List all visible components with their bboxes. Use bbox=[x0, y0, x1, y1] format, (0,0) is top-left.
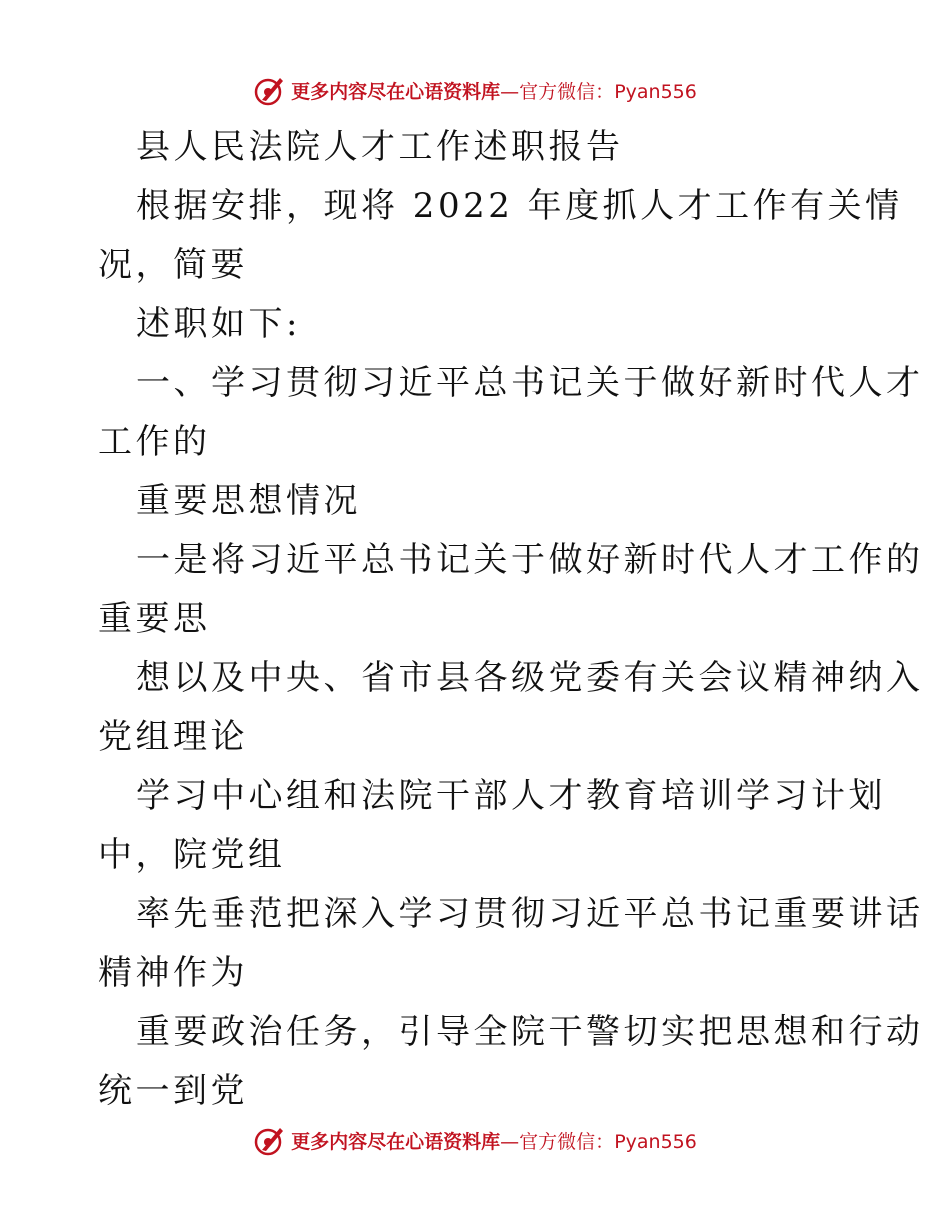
text-line: 重要思 bbox=[98, 599, 211, 639]
section-heading-continued: 工作的 bbox=[98, 422, 211, 462]
watermark-wechat-label: 官方微信： bbox=[519, 1130, 615, 1153]
text-line: 重要政治任务，引导全院干警切实把思想和行动 bbox=[136, 1012, 924, 1052]
text-line: 精神作为 bbox=[98, 953, 248, 993]
watermark-banner-bottom bbox=[0, 1120, 950, 1160]
watermark-text bbox=[291, 1127, 697, 1154]
watermark-banner-top bbox=[0, 70, 950, 110]
watermark-separator: — bbox=[500, 80, 520, 103]
text-line: 重要思想情况 bbox=[136, 481, 361, 521]
watermark-main: 更多内容尽在心语资料库 bbox=[291, 80, 501, 103]
text-line: 中，院党组 bbox=[98, 835, 286, 875]
watermark-main: 更多内容尽在心语资料库 bbox=[291, 1130, 501, 1153]
watermark-separator: — bbox=[500, 1130, 520, 1153]
text-line: 根据安排，现将 2022 年度抓人才工作有关情 bbox=[136, 186, 903, 226]
text-line: 述职如下: bbox=[136, 304, 301, 344]
section-heading: 一、学习贯彻习近平总书记关于做好新时代人才 bbox=[136, 363, 924, 403]
watermark-wechat-id: Pyan556 bbox=[614, 80, 697, 103]
text-line: 党组理论 bbox=[98, 717, 248, 757]
quill-logo-icon bbox=[253, 1123, 287, 1157]
text-line: 想以及中央、省市县各级党委有关会议精神纳入 bbox=[136, 658, 924, 698]
document-title: 县人民法院人才工作述职报告 bbox=[136, 127, 624, 167]
text-line: 率先垂范把深入学习贯彻习近平总书记重要讲话 bbox=[136, 894, 924, 934]
text-line: 一是将习近平总书记关于做好新时代人才工作的 bbox=[136, 540, 924, 580]
text-line: 况，简要 bbox=[98, 245, 248, 285]
text-line: 统一到党 bbox=[98, 1071, 248, 1111]
text-line: 学习中心组和法院干部人才教育培训学习计划 bbox=[136, 776, 886, 816]
watermark-text bbox=[291, 77, 697, 104]
quill-logo-icon bbox=[253, 73, 287, 107]
watermark-wechat-label: 官方微信： bbox=[519, 80, 615, 103]
watermark-wechat-id: Pyan556 bbox=[614, 1130, 697, 1153]
